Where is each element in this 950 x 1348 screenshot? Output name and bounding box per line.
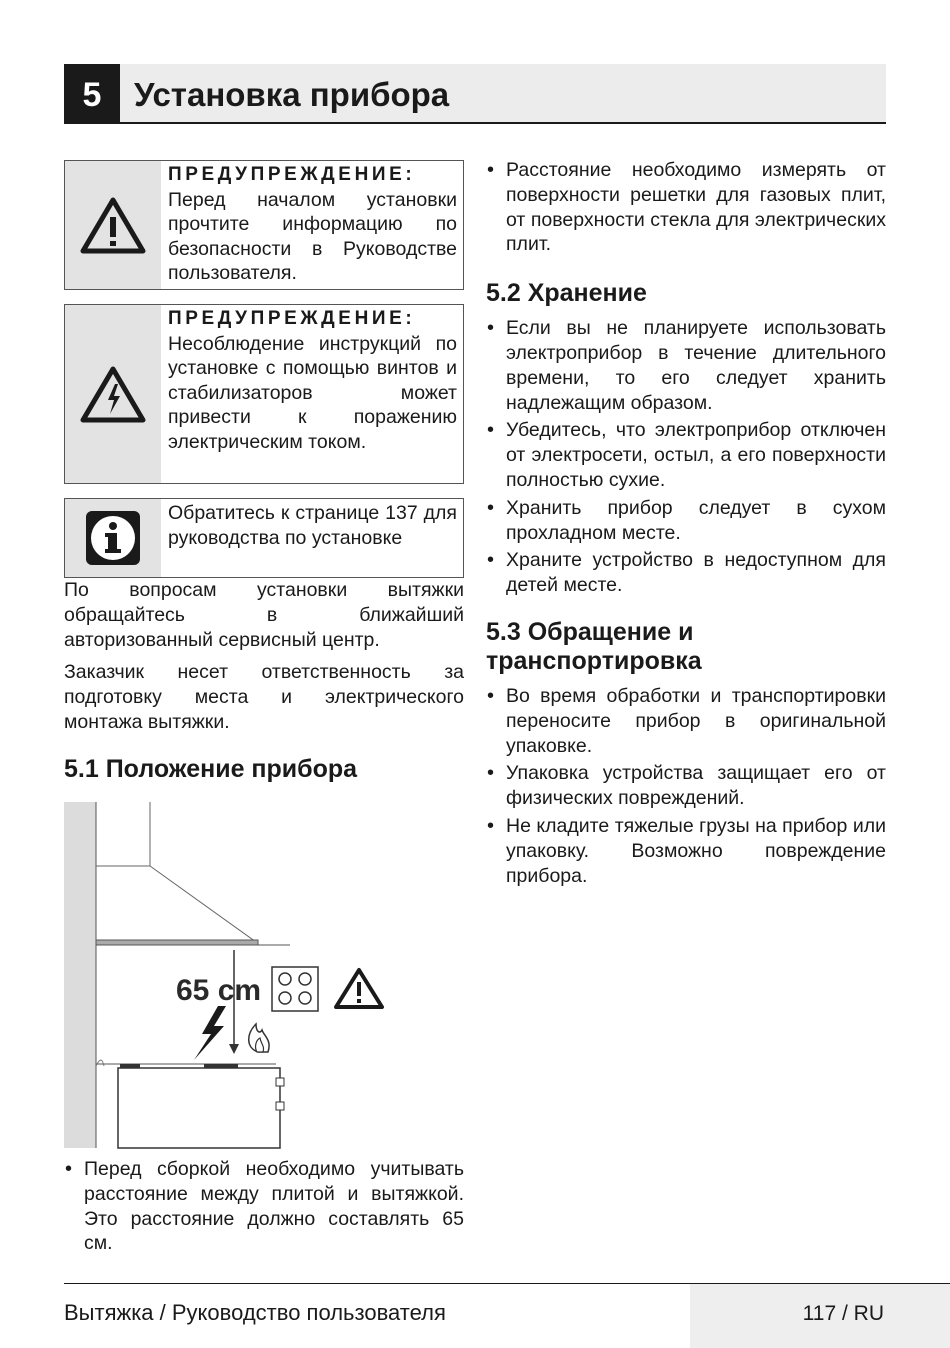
electric-hazard-icon — [65, 305, 161, 483]
section-5-2-bullets — [486, 316, 886, 598]
warning-notice-safety — [64, 160, 464, 290]
section-5-1-title: 5.1 Положение прибора — [64, 754, 358, 783]
list-item: • Перед сборкой необходимо учитывать расстояние между плитой и вытяжкой. Это расстояние должно составлять 65 см. — [64, 1157, 464, 1256]
chapter-title: Установка прибора — [134, 76, 450, 113]
cooker — [96, 1060, 284, 1148]
list-item: • Во время обработки и транспортировки переносите прибор в оригинальной упаковке. — [486, 684, 886, 758]
flame-icon — [249, 1024, 269, 1052]
footer-page-number: 117 / RU — [802, 1302, 884, 1325]
warning-notice-electric — [64, 304, 464, 484]
distance-label: 65 cm — [176, 974, 262, 1007]
distance-bullets — [486, 158, 886, 257]
list-item: • Не кладите тяжелые грузы на прибор или упаковку. Возможно повреждение прибора. — [486, 814, 886, 888]
notice-text: Перед началом установки прочтите информацию по безопасности в Руководстве пользователя. — [168, 188, 457, 285]
list-item: • Упаковка устройства защищает его от физических повреждений. — [486, 761, 886, 811]
notice-heading: ПРЕДУПРЕЖДЕНИЕ: — [168, 308, 416, 329]
notice-text: Несоблюдение инструкций по установке с помощью винтов и стабилизаторов может привести к поражению электрическим током. — [168, 332, 457, 453]
warning-triangle-icon — [65, 161, 161, 289]
section-5-3-bullets — [486, 684, 886, 888]
wall — [64, 802, 96, 1148]
intro-paragraph-service: По вопросам установки вытяжки обращайтесь в ближайший авторизованный сервисный центр. — [64, 579, 464, 651]
warning-triangle-icon — [336, 970, 382, 1007]
list-item: • Хранить прибор следует в сухом прохладном месте. — [486, 496, 886, 546]
info-icon — [65, 499, 161, 577]
chapter-number: 5 — [64, 64, 120, 122]
section-5-2-title: 5.2 Хранение — [486, 279, 647, 308]
installation-distance-diagram — [64, 802, 404, 1150]
list-item: • Убедитесь, что электроприбор отключен от электросети, остыл, а его поверхности полностью сухие. — [486, 418, 886, 492]
list-item: • Расстояние необходимо измерять от поверхности решетки для газовых плит, от поверхности стекла для электрических плит. — [486, 158, 886, 257]
right-column — [486, 158, 886, 891]
section-5-1-bullets — [64, 1157, 464, 1259]
list-item: • Если вы не планируете использовать электроприбор в течение длительного времени, то его следует хранить надлежащим образом. — [486, 316, 886, 415]
hood-bottom — [96, 940, 258, 945]
list-item: • Храните устройство в недоступном для детей месте. — [486, 548, 886, 598]
left-column — [64, 160, 464, 784]
hob-icon — [272, 967, 318, 1011]
info-notice — [64, 498, 464, 578]
intro-paragraph-responsibility: Заказчик несет ответственность за подготовку места и электрического монтажа вытяжки. — [64, 661, 464, 733]
electric-bolt-icon — [194, 1006, 226, 1060]
notice-heading: ПРЕДУПРЕЖДЕНИЕ: — [168, 164, 416, 185]
notice-text: Обратитесь к странице 137 для руководства по установке — [168, 502, 457, 549]
chapter-header — [64, 64, 886, 124]
footer-document-title: Вытяжка / Руководство пользователя — [64, 1300, 446, 1325]
section-5-3-title: 5.3 Обращение и транспортировка — [486, 617, 702, 675]
